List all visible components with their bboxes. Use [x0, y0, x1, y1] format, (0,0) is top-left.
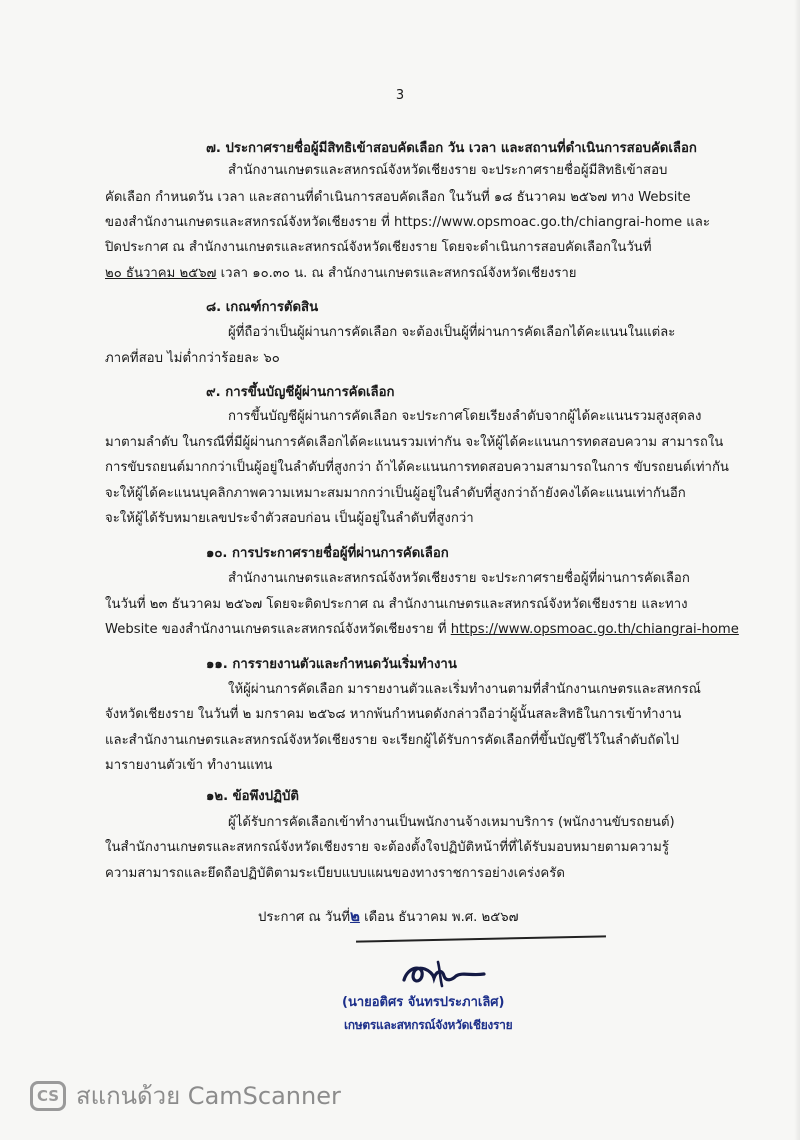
- section-10-line: ในวันที่ ๒๓ ธันวาคม ๒๕๖๗ โดยจะติดประกาศ ณ สำนักงานเกษตรและสหกรณ์จังหวัดเชียงราย และทาง: [105, 597, 688, 612]
- section-11-line: และสำนักงานเกษตรและสหกรณ์จังหวัดเชียงราย จะเรียกผู้ได้รับการคัดเลือกที่ขึ้นบัญชีไว้ในลำดับถัดไป: [105, 733, 679, 748]
- website-link[interactable]: https://www.opsmoac.go.th/chiangrai-home: [450, 622, 739, 637]
- section-7-line: ปิดประกาศ ณ สำนักงานเกษตรและสหกรณ์จังหวัดเชียงราย โดยจะดำเนินการสอบคัดเลือกในวันที่: [105, 240, 652, 255]
- announce-date: [258, 906, 519, 928]
- section-12-line: ความสามารถและยึดถือปฏิบัติตามระเบียบแบบแผนของทางราชการอย่างเคร่งครัด: [105, 866, 565, 881]
- section-7-line: ของสำนักงานเกษตรและสหกรณ์จังหวัดเชียงราย ที่ https://www.opsmoac.go.th/chiangrai-home และ: [105, 215, 710, 230]
- section-10-last-line: [105, 620, 739, 640]
- section-12-line: ผู้ได้รับการคัดเลือกเข้าทำงานเป็นพนักงานจ้างเหมาบริการ (พนักงานขับรถยนต์): [228, 815, 675, 830]
- exam-date-underlined: ๒๐ ธันวาคม ๒๕๖๗: [105, 266, 217, 281]
- camscanner-text: สแกนด้วย CamScanner: [76, 1082, 341, 1110]
- section-12-line: ในสำนักงานเกษตรและสหกรณ์จังหวัดเชียงราย จะต้องตั้งใจปฏิบัติหน้าที่ที่ได้รับมอบหมายตามความรู้: [105, 840, 669, 855]
- camscanner-logo-icon: CS: [30, 1081, 66, 1111]
- section-8-line: ภาคที่สอบ ไม่ต่ำกว่าร้อยละ ๖๐: [105, 351, 280, 366]
- signer-position: เกษตรและสหกรณ์จังหวัดเชียงราย: [344, 1018, 513, 1032]
- section-8-line: ผู้ที่ถือว่าเป็นผู้ผ่านการคัดเลือก จะต้องเป็นผู้ที่ผ่านการคัดเลือกได้คะแนนในแต่ละ: [228, 325, 676, 340]
- section-7-line: สำนักงานเกษตรและสหกรณ์จังหวัดเชียงราย จะประกาศรายชื่อผู้มีสิทธิเข้าสอบ: [228, 163, 668, 178]
- section-9-heading: ๙. การขึ้นบัญชีผู้ผ่านการคัดเลือก: [206, 385, 395, 400]
- page-number: 3: [395, 88, 405, 103]
- exam-time-place: เวลา ๑๐.๓๐ น. ณ สำนักงานเกษตรและสหกรณ์จังหวัดเชียงราย: [216, 266, 577, 281]
- section-9-line: การขับรถยนต์มากกว่าเป็นผู้อยู่ในลำดับที่สูงกว่า ถ้าได้คะแนนการทดสอบความสามารถในการ ขับรถยนต์เท่ากัน: [105, 460, 729, 475]
- scan-edge-shadow: [794, 0, 800, 1140]
- signer-name: (นายอติศร จันทรประภาเลิศ): [342, 995, 505, 1010]
- section-11-line: ให้ผู้ผ่านการคัดเลือก มารายงานตัวและเริ่มทำงานตามที่สำนักงานเกษตรและสหกรณ์: [228, 682, 701, 697]
- announce-suffix: เดือน ธันวาคม พ.ศ. ๒๕๖๗: [359, 910, 519, 925]
- section-10-line: สำนักงานเกษตรและสหกรณ์จังหวัดเชียงราย จะประกาศรายชื่อผู้ที่ผ่านการคัดเลือก: [228, 571, 690, 586]
- section-8-heading: ๘. เกณฑ์การตัดสิน: [206, 300, 319, 315]
- section-7-last-line: [105, 264, 576, 284]
- section-9-line: มาตามลำดับ ในกรณีที่มีผู้ผ่านการคัดเลือกได้คะแนนรวมเท่ากัน จะให้ผู้ได้คะแนนการทดสอบความ สามารถใน: [105, 435, 724, 450]
- camscanner-watermark: [30, 1076, 341, 1115]
- section-9-line: การขึ้นบัญชีผู้ผ่านการคัดเลือก จะประกาศโดยเรียงลำดับจากผู้ได้คะแนนรวมสูงสุดลง: [228, 409, 702, 424]
- website-prefix: Website ของสำนักงานเกษตรและสหกรณ์จังหวัดเชียงราย ที่: [105, 622, 451, 637]
- section-11-heading: ๑๑. การรายงานตัวและกำหนดวันเริ่มทำงาน: [206, 657, 457, 672]
- section-9-line: จะให้ผู้ได้คะแนนบุคลิกภาพความเหมาะสมมากกว่าเป็นผู้อยู่ในลำดับที่สูงกว่าถ้ายังคงได้คะแนนเท่ากันอีก: [105, 486, 686, 501]
- announce-prefix: ประกาศ ณ วันที่: [258, 910, 351, 925]
- section-11-line: มารายงานตัวเข้า ทำงานแทน: [105, 758, 273, 773]
- signature-line: [356, 935, 606, 942]
- section-7-line: คัดเลือก กำหนดวัน เวลา และสถานที่ดำเนินการสอบคัดเลือก ในวันที่ ๑๘ ธันวาคม ๒๕๖๗ ทาง Website: [105, 190, 691, 205]
- section-7-heading: ๗. ประกาศรายชื่อผู้มีสิทธิเข้าสอบคัดเลือก วัน เวลา และสถานที่ดำเนินการสอบคัดเลือก: [206, 141, 697, 156]
- section-10-heading: ๑๐. การประกาศรายชื่อผู้ที่ผ่านการคัดเลือก: [206, 546, 449, 561]
- section-11-line: จังหวัดเชียงราย ในวันที่ ๒ มกราคม ๒๕๖๘ หากพ้นกำหนดดังกล่าวถือว่าผู้นั้นสละสิทธิในการเข้าทำงาน: [105, 707, 682, 722]
- announce-day-handwritten: ๒: [350, 907, 360, 925]
- section-12-heading: ๑๒. ข้อพึงปฏิบัติ: [206, 789, 299, 804]
- signature-scribble-icon: [398, 958, 488, 990]
- section-9-line: จะให้ผู้ได้รับหมายเลขประจำตัวสอบก่อน เป็นผู้อยู่ในลำดับที่สูงกว่า: [105, 511, 474, 526]
